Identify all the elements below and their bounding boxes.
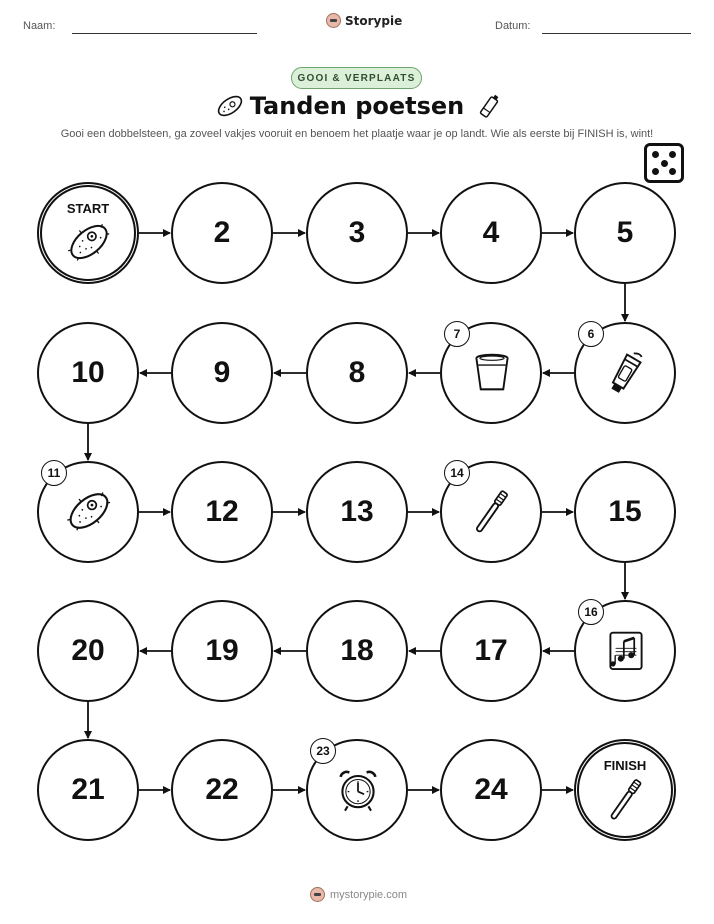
board-space-9[interactable]	[171, 322, 273, 424]
space-number-badge: 14	[444, 460, 470, 486]
board-space-19[interactable]	[171, 600, 273, 702]
music-icon	[600, 624, 652, 681]
space-number-badge: 6	[578, 321, 604, 347]
board-space-8[interactable]	[306, 322, 408, 424]
board-space-3[interactable]	[306, 182, 408, 284]
space-number: 19	[205, 634, 239, 667]
game-type-badge: GOOI & VERPLAATS	[291, 67, 422, 89]
footer	[310, 887, 407, 902]
space-number: 18	[340, 634, 374, 667]
bear-logo-icon	[310, 887, 325, 902]
start-space[interactable]	[37, 182, 139, 284]
toothbrush-icon	[601, 774, 651, 829]
instructions: Gooi een dobbelsteen, ga zoveel vakjes vooruit en benoem het plaatje waar je op landt. Wie als eerste bij FINISH is, wint!	[60, 128, 654, 140]
toothpaste-icon	[600, 346, 652, 403]
board-space-18[interactable]	[306, 600, 408, 702]
space-number: 22	[205, 773, 239, 806]
space-number: 3	[348, 216, 366, 249]
board-space-12[interactable]	[171, 461, 273, 563]
space-number-badge: 7	[444, 321, 470, 347]
germ-icon	[64, 217, 114, 272]
board-space-24[interactable]	[440, 739, 542, 841]
space-number: 2	[213, 216, 231, 249]
finish-label: FINISH	[603, 758, 647, 773]
name-label: Naam:	[23, 20, 56, 32]
space-number-badge: 23	[310, 738, 336, 764]
board-space-10[interactable]	[37, 322, 139, 424]
space-number: 24	[474, 773, 508, 806]
space-number: 4	[482, 216, 500, 249]
board-space-5[interactable]	[574, 182, 676, 284]
space-number: 20	[71, 634, 105, 667]
space-number: 5	[616, 216, 634, 249]
brand-name: Storypie	[345, 13, 403, 28]
board-space-17[interactable]	[440, 600, 542, 702]
space-number: 9	[213, 356, 231, 389]
space-number: 8	[348, 356, 366, 389]
space-number: 21	[71, 773, 105, 806]
board-space-21[interactable]	[37, 739, 139, 841]
space-number: 17	[474, 634, 508, 667]
space-number-badge: 16	[578, 599, 604, 625]
footer-url: mystorypie.com	[330, 888, 408, 901]
start-label: START	[66, 201, 110, 216]
board-space-20[interactable]	[37, 600, 139, 702]
germ-icon	[63, 485, 115, 542]
board-space-2[interactable]	[171, 182, 273, 284]
alarm-clock-icon	[332, 763, 384, 820]
page-title: Tanden poetsen	[249, 92, 465, 120]
date-label: Datum:	[495, 20, 531, 32]
space-number: 10	[71, 356, 105, 389]
space-number: 15	[608, 495, 642, 528]
board-space-4[interactable]	[440, 182, 542, 284]
board-space-22[interactable]	[171, 739, 273, 841]
space-number: 13	[340, 495, 374, 528]
toothbrush-icon	[466, 485, 518, 542]
cup-icon	[466, 346, 518, 403]
board-space-15[interactable]	[574, 461, 676, 563]
board-space-13[interactable]	[306, 461, 408, 563]
finish-space[interactable]	[574, 739, 676, 841]
space-number-badge: 11	[41, 460, 67, 486]
space-number: 12	[205, 495, 239, 528]
